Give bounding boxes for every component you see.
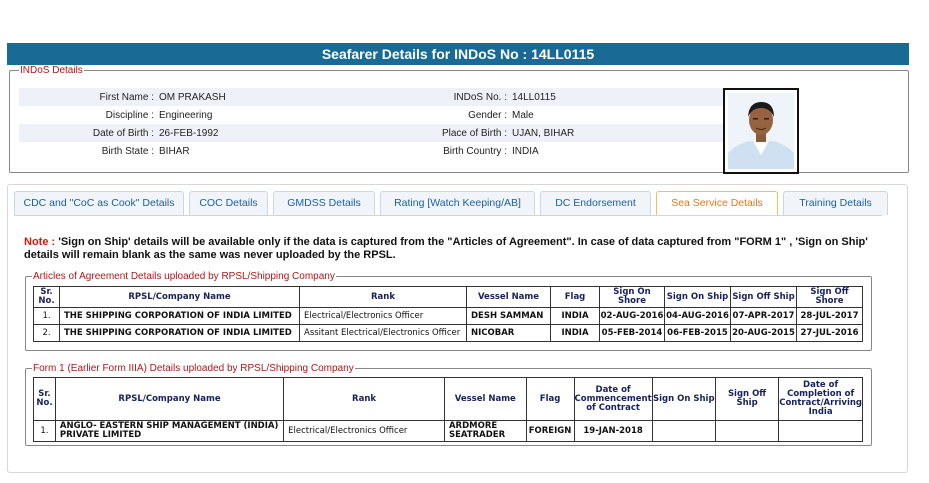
col-sr-no: Sr. No. bbox=[34, 378, 56, 421]
cell-sign-off-ship: 20-AUG-2015 bbox=[731, 325, 797, 342]
place-of-birth-label: Place of Birth : bbox=[383, 124, 510, 142]
gender-label: Gender : bbox=[383, 106, 510, 124]
table-header-row bbox=[34, 287, 863, 308]
table-row bbox=[34, 308, 863, 325]
col-rank: Rank bbox=[284, 378, 445, 421]
details-panel bbox=[7, 184, 908, 473]
dob-value: 26-FEB-1992 bbox=[157, 124, 383, 142]
col-commencement: Date of Commencement of Contract bbox=[574, 378, 652, 421]
col-sign-off-ship: Sign Off Ship bbox=[731, 287, 797, 308]
tab-rating-watch-keeping[interactable]: Rating [Watch Keeping/AB] bbox=[380, 191, 535, 215]
cell-flag: INDIA bbox=[551, 325, 600, 342]
cell-vessel-name: ARDMORE SEATRADER bbox=[444, 421, 526, 442]
indos-details-section bbox=[9, 65, 909, 173]
indos-info-table bbox=[19, 88, 723, 160]
dob-label: Date of Birth : bbox=[19, 124, 157, 142]
articles-table bbox=[33, 286, 863, 342]
cell-flag: INDIA bbox=[551, 308, 600, 325]
first-name-value: OM PRAKASH bbox=[157, 88, 383, 106]
cell-sign-on-ship: 06-FEB-2015 bbox=[665, 325, 731, 342]
indos-no-label: INDoS No. : bbox=[383, 88, 510, 106]
cell-company-name: THE SHIPPING CORPORATION OF INDIA LIMITED bbox=[60, 308, 300, 325]
cell-sign-on-shore: 02-AUG-2016 bbox=[600, 308, 665, 325]
tab-cdc-coc-cook[interactable]: CDC and "CoC as Cook" Details bbox=[14, 191, 184, 215]
discipline-label: Discipline : bbox=[19, 106, 157, 124]
col-flag: Flag bbox=[526, 378, 574, 421]
gender-value: Male bbox=[510, 106, 723, 124]
cell-vessel-name: NICOBAR bbox=[467, 325, 551, 342]
info-row bbox=[19, 106, 723, 124]
col-sr-no: Sr. No. bbox=[34, 287, 60, 308]
cell-sign-on-shore: 05-FEB-2014 bbox=[600, 325, 665, 342]
col-sign-on-shore: Sign On Shore bbox=[600, 287, 665, 308]
birth-state-value: BIHAR bbox=[157, 142, 383, 160]
discipline-value: Engineering bbox=[157, 106, 383, 124]
cell-sign-on-ship: 04-AUG-2016 bbox=[665, 308, 731, 325]
birth-country-label: Birth Country : bbox=[383, 142, 510, 160]
table-row bbox=[34, 421, 863, 442]
birth-state-label: Birth State : bbox=[19, 142, 157, 160]
col-vessel-name: Vessel Name bbox=[444, 378, 526, 421]
note-label: Note : bbox=[24, 236, 56, 248]
articles-legend: Articles of Agreement Details uploaded by RPSL/Shipping Company bbox=[33, 271, 335, 282]
tab-gmdss-details[interactable]: GMDSS Details bbox=[273, 191, 375, 215]
cell-sr-no: 1. bbox=[34, 421, 56, 442]
cell-completion bbox=[779, 421, 863, 442]
cell-vessel-name: DESH SAMMAN bbox=[467, 308, 551, 325]
cell-company-name: THE SHIPPING CORPORATION OF INDIA LIMITED bbox=[60, 325, 300, 342]
tab-coc-details[interactable]: COC Details bbox=[189, 191, 268, 215]
col-sign-off-shore: Sign Off Shore bbox=[797, 287, 863, 308]
cell-sign-off-shore: 28-JUL-2017 bbox=[797, 308, 863, 325]
cell-sr-no: 1. bbox=[34, 308, 60, 325]
place-of-birth-value: UJAN, BIHAR bbox=[510, 124, 723, 142]
first-name-label: First Name : bbox=[19, 88, 157, 106]
col-sign-off-ship: Sign Off Ship bbox=[715, 378, 778, 421]
form1-table bbox=[33, 377, 863, 442]
info-row bbox=[19, 124, 723, 142]
cell-company-name: ANGLO- EASTERN SHIP MANAGEMENT (INDIA) PRIVATE LIMITED bbox=[55, 421, 283, 442]
indos-no-value: 14LL0115 bbox=[510, 88, 723, 106]
cell-sr-no: 2. bbox=[34, 325, 60, 342]
tab-divider bbox=[14, 215, 882, 216]
birth-country-value: INDIA bbox=[510, 142, 723, 160]
col-flag: Flag bbox=[551, 287, 600, 308]
table-row bbox=[34, 325, 863, 342]
cell-rank: Electrical/Electronics Officer bbox=[300, 308, 467, 325]
tab-sea-service-details[interactable]: Sea Service Details bbox=[656, 191, 778, 215]
tab-training-details[interactable]: Training Details bbox=[783, 191, 888, 215]
sea-service-note bbox=[24, 236, 886, 262]
portrait-image bbox=[728, 93, 794, 169]
table-header-row bbox=[34, 378, 863, 421]
indos-details-legend: INDoS Details bbox=[20, 65, 83, 76]
col-company-name: RPSL/Company Name bbox=[55, 378, 283, 421]
cell-flag: FOREIGN bbox=[526, 421, 574, 442]
col-company-name: RPSL/Company Name bbox=[60, 287, 300, 308]
col-sign-on-ship: Sign On Ship bbox=[665, 287, 731, 308]
form1-legend: Form 1 (Earlier Form IIIA) Details uploaded by RPSL/Shipping Company bbox=[33, 363, 354, 374]
cell-sign-off-ship bbox=[715, 421, 778, 442]
cell-rank: Assitant Electrical/Electronics Officer bbox=[300, 325, 467, 342]
col-rank: Rank bbox=[300, 287, 467, 308]
note-text: 'Sign on Ship' details will be available only if the data is captured from the "Articles of Agreement". In case of data captured from "FORM 1" , 'Sign on Ship' details will remain blank as the same was never uploaded by the RPSL. bbox=[24, 236, 868, 261]
info-row bbox=[19, 88, 723, 106]
cell-sign-off-ship: 07-APR-2017 bbox=[731, 308, 797, 325]
cell-sign-on-ship bbox=[652, 421, 715, 442]
cell-commencement: 19-JAN-2018 bbox=[574, 421, 652, 442]
page-title: Seafarer Details for INDoS No : 14LL0115 bbox=[7, 43, 909, 65]
tab-dc-endorsement[interactable]: DC Endorsement bbox=[540, 191, 651, 215]
col-vessel-name: Vessel Name bbox=[467, 287, 551, 308]
seafarer-photo bbox=[723, 88, 799, 174]
info-row bbox=[19, 142, 723, 160]
cell-rank: Electrical/Electronics Officer bbox=[284, 421, 445, 442]
col-sign-on-ship: Sign On Ship bbox=[652, 378, 715, 421]
col-completion: Date of Completion of Contract/Arriving India bbox=[779, 378, 863, 421]
cell-sign-off-shore: 27-JUL-2016 bbox=[797, 325, 863, 342]
